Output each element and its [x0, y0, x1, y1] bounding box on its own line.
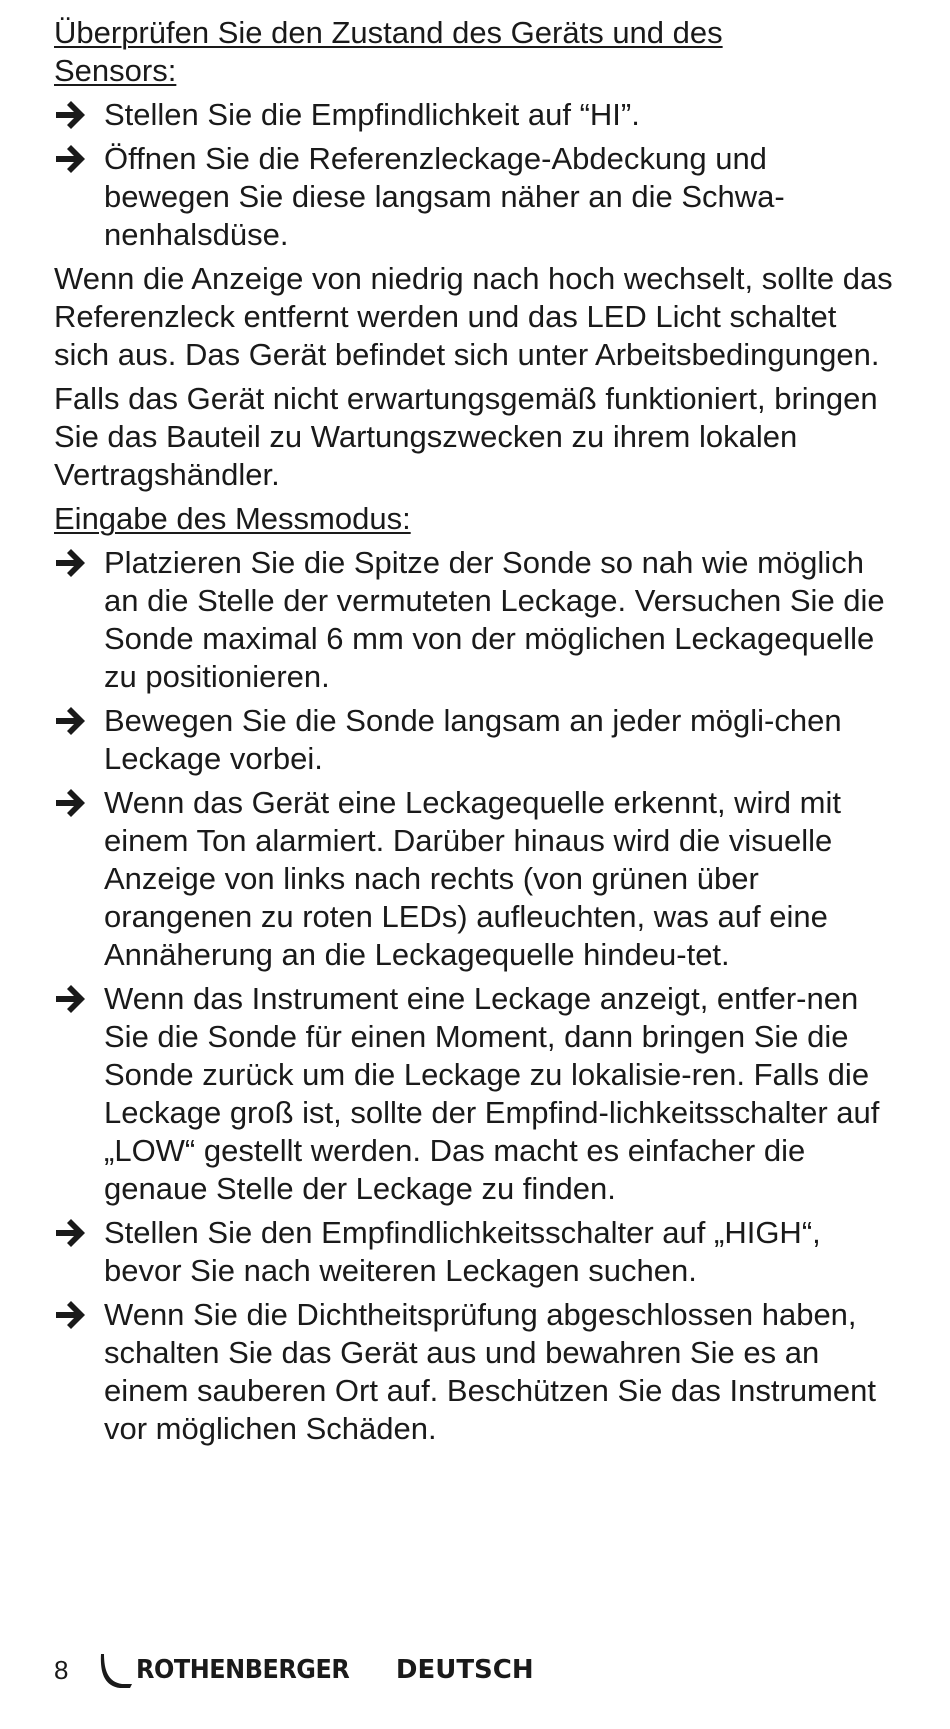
list-item-text: Wenn das Instrument eine Leckage anzeigt, entfer-nen Sie die Sonde für einen Moment, dann bringen Sie die Sonde zurück um die Leckage zu lokalisie-ren. Falls die Leckage groß ist, sollte der Empfind-lichkeitsschalter auf „LOW“ gestellt werden. Das macht es einfacher die genaue Stelle der Leckage zu finden.: [104, 981, 880, 1206]
paragraph-indicator-change: Wenn die Anzeige von niedrig nach hoch wechselt, sollte das Referenzleck entfernt werden und das LED Licht schaltet sich aus. Das Gerät befindet sich unter Arbeitsbedingungen.: [54, 261, 893, 372]
rothenberger-logo: [100, 1650, 368, 1690]
list-item-text: Öffnen Sie die Referenzleckage-Abdeckung und bewegen Sie diese langsam näher an die Schwa-nenhalsdüse.: [104, 141, 785, 252]
logo-swoosh-icon: [100, 1650, 134, 1690]
list-item-text: Platzieren Sie die Spitze der Sonde so nah wie möglich an die Stelle der vermuteten Leckage. Versuchen Sie die Sonde maximal 6 mm von der möglichen Leckagequelle zu positionieren.: [104, 545, 885, 694]
list-item: [54, 140, 904, 254]
list-item: [54, 784, 904, 974]
right-arrow-icon: [54, 980, 104, 1018]
list-item: [54, 702, 904, 778]
list-item: [54, 1296, 904, 1448]
right-arrow-icon: [54, 96, 104, 134]
manual-page: [54, 14, 904, 1454]
list-item: [54, 544, 904, 696]
right-arrow-icon: [54, 702, 104, 740]
right-arrow-icon: [54, 544, 104, 582]
section-heading-measure-mode: Eingabe des Messmodus:: [54, 501, 411, 536]
section-heading-device-check: Überprüfen Sie den Zustand des Geräts und des Sensors:: [54, 15, 723, 88]
right-arrow-icon: [54, 784, 104, 822]
list-item: [54, 1214, 904, 1290]
list-item-text: Stellen Sie die Empfindlichkeit auf “HI”.: [104, 97, 640, 132]
page-footer: [54, 1642, 534, 1698]
right-arrow-icon: [54, 1214, 104, 1252]
language-label: DEUTSCH: [395, 1655, 534, 1685]
device-check-steps: [54, 96, 904, 254]
list-item-text: Stellen Sie den Empfindlichkeitsschalter auf „HIGH“, bevor Sie nach weiteren Leckagen suchen.: [104, 1215, 821, 1288]
list-item: [54, 96, 904, 134]
list-item: [54, 980, 904, 1208]
brand-name: ROTHENBERGER: [136, 1655, 350, 1685]
list-item-text: Wenn das Gerät eine Leckagequelle erkennt, wird mit einem Ton alarmiert. Darüber hinaus wird die visuelle Anzeige von links nach rechts (von grünen über orangenen zu roten LEDs) aufleuchten, was auf eine Annäherung an die Leckagequelle hindeu-tet.: [104, 785, 841, 972]
list-item-text: Bewegen Sie die Sonde langsam an jeder mögli-chen Leckage vorbei.: [104, 703, 842, 776]
paragraph-malfunction: Falls das Gerät nicht erwartungsgemäß funktioniert, bringen Sie das Bauteil zu Wartungszwecken zu ihrem lokalen Vertragshändler.: [54, 381, 878, 492]
right-arrow-icon: [54, 140, 104, 178]
right-arrow-icon: [54, 1296, 104, 1334]
list-item-text: Wenn Sie die Dichtheitsprüfung abgeschlossen haben, schalten Sie das Gerät aus und bewahren Sie es an einem sauberen Ort auf. Beschützen Sie das Instrument vor möglichen Schäden.: [104, 1297, 876, 1446]
measure-mode-steps: [54, 544, 904, 1448]
page-number: 8: [54, 1654, 69, 1685]
